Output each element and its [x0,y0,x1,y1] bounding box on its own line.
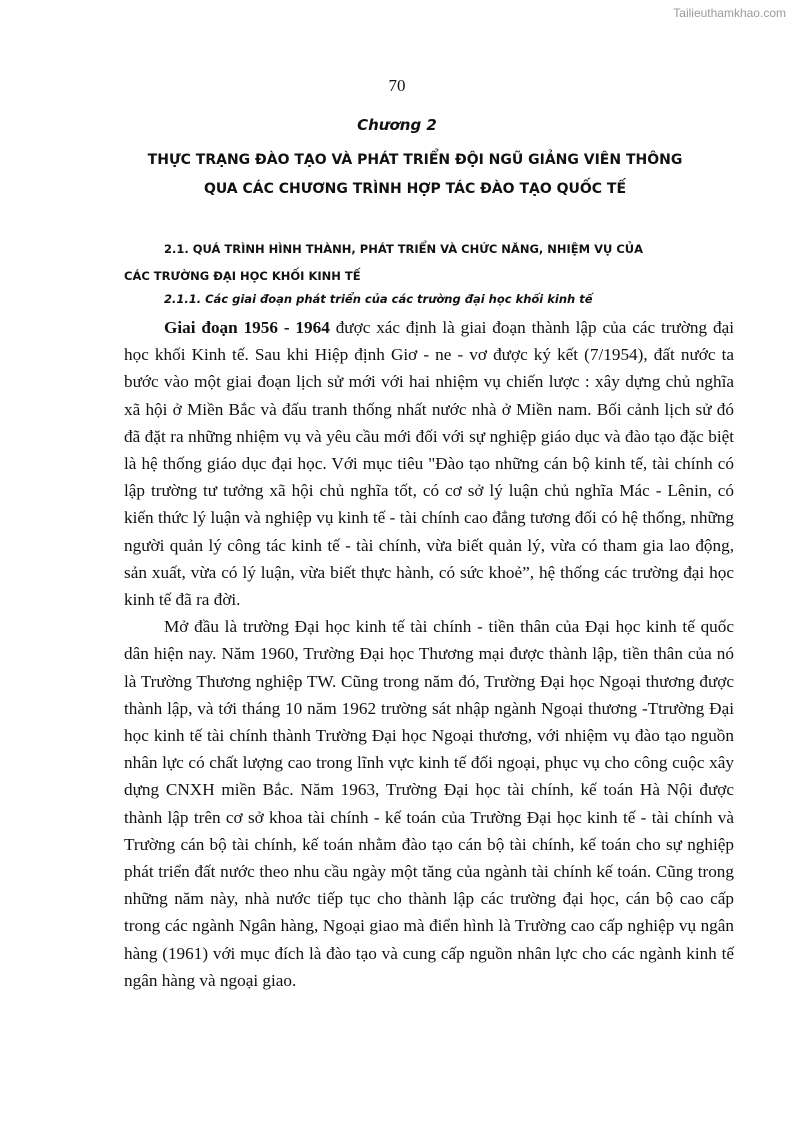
section-heading-line2: CÁC TRƯỜNG ĐẠI HỌC KHỐI KINH TẾ [124,269,361,283]
section-heading [124,236,732,290]
section-heading-line1: 2.1. QUÁ TRÌNH HÌNH THÀNH, PHÁT TRIỂN VÀ CHỨC NĂNG, NHIỆM VỤ CỦA [164,242,644,256]
chapter-title [100,146,730,204]
chapter-label: Chương 2 [357,116,437,134]
paragraph-1-text: được xác định là giai đoạn thành lập của các trường đại học khối Kinh tế. Sau khi Hiệp định Giơ - ne - vơ được ký kết (7/1954), đất nước ta bước vào một giai đoạn lịch sử mới với hai nhiệm vụ chiến lược : xây dựng chủ nghĩa xã hội ở Miền Bắc và đấu tranh thống nhất nước nhà ở Miền nam. Bối cảnh lịch sử đó đã đặt ra những nhiệm vụ và yêu cầu mới đối với sự nghiệp giáo dục và đào tạo đặc biệt là hệ thống giáo dục đại học. Với mục tiêu "Đào tạo những cán bộ kinh tế, tài chính có lập trường tư tưởng xã hội chủ nghĩa tốt, có cơ sở lý luận chủ nghĩa Mác - Lênin, có kiến thức lý luận và nghiệp vụ kinh tế - tài chính cao đẳng tương đối có hệ thống, những người quản lý công tác kinh tế - tài chính, vừa biết quản lý, vừa có tham gia lao động, sản xuất, vừa có lý luận, vừa biết thực hành, có sức khoẻ”, hệ thống các trường đại học kinh tế đã ra đời. [124,318,734,610]
body-text [124,314,734,994]
chapter-title-line2: QUA CÁC CHƯƠNG TRÌNH HỢP TÁC ĐÀO TẠO QUỐC TẾ [203,181,627,197]
paragraph-2: Mở đầu là trường Đại học kinh tế tài chính - tiền thân của Đại học kinh tế quốc dân hiện nay. Năm 1960, Trường Đại học Thương mại được thành lập, tiền thân của nó là Trường Thương nghiệp TW. Cũng trong năm đó, Trường Đại học Ngoại thương được thành lập, và tới tháng 10 năm 1962 trường sát nhập ngành Ngoại thương -Ttrường Đại học kinh tế tài chính thành Trường Đại học Ngoại thương, với nhiệm vụ đào tạo nguồn nhân lực có chất lượng cao trong lĩnh vực kinh tế đối ngoại, phục vụ cho công cuộc xây dựng CNXH miền Bắc. Năm 1963, Trường Đại học tài chính, kế toán Hà Nội được thành lập trên cơ sở khoa tài chính - kế toán của Trường Đại học kinh tế - tài chính và Trường cán bộ tài chính, kế toán nhằm đào tạo cán bộ tài chính, kế toán cho sự nghiệp phát triển đất nước theo nhu cầu ngày một tăng của ngành tài chính kế toán. Cũng trong những năm này, nhà nước tiếp tục cho thành lập các trường đại học, cán bộ cao cấp trong các ngành Ngân hàng, Ngoại giao mà điển hình là Trường cao cấp nghiệp vụ ngân hàng (1961) với mục đích là đào tạo và cung cấp nguồn nhân lực cho các ngành kinh tế ngân hàng và ngoại giao. [124,617,734,990]
page-number: 70 [388,76,406,95]
paragraph-1 [124,314,734,613]
paragraph-1-lead: Giai đoạn 1956 - 1964 [164,318,330,337]
chapter-title-line1: THỰC TRẠNG ĐÀO TẠO VÀ PHÁT TRIỂN ĐỘI NGŨ GIẢNG VIÊN THÔNG [147,152,683,168]
subsection-heading: 2.1.1. Các giai đoạn phát triển của các trường đại học khối kinh tế [164,292,593,306]
watermark: Tailieuthamkhao.com [673,6,786,20]
